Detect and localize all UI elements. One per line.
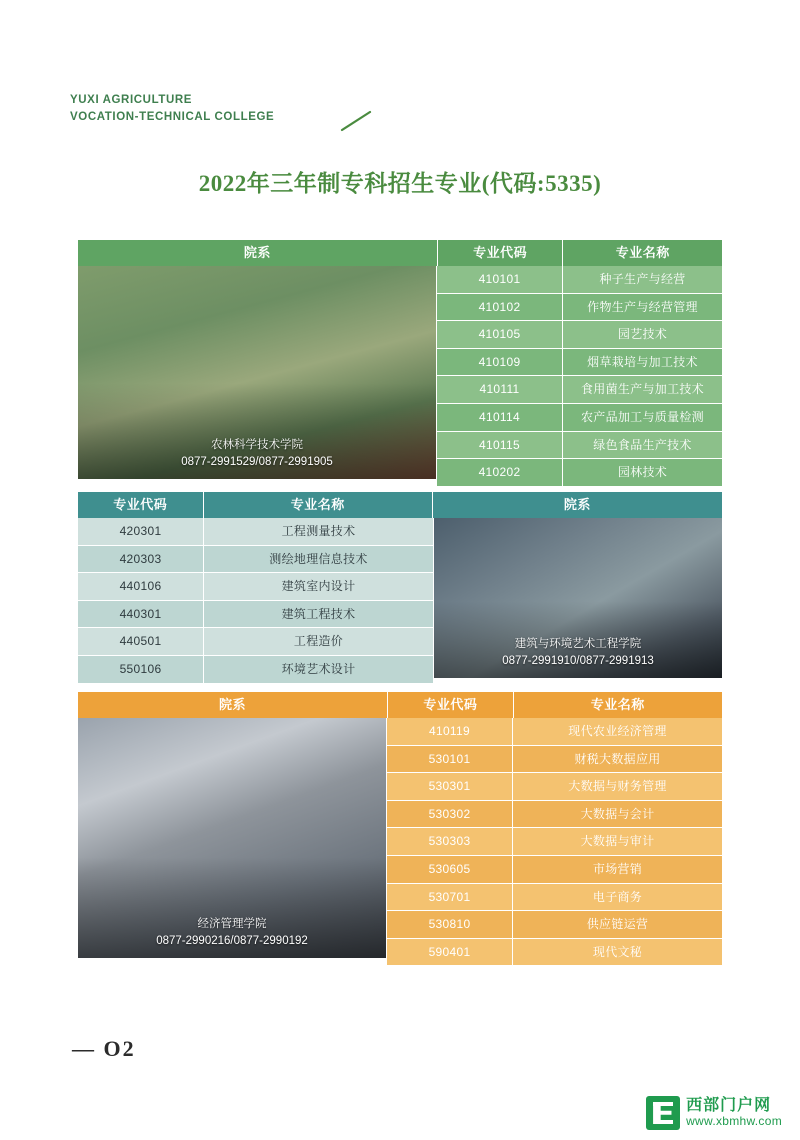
major-name: 绿色食品生产技术: [563, 432, 722, 460]
code-column-architecture: [78, 518, 204, 684]
major-code: 440301: [78, 601, 204, 629]
dept-name-agriculture: 农林科学技术学院: [211, 438, 303, 451]
section-architecture: [78, 492, 722, 684]
brand-line-2: VOCATION-TECHNICAL COLLEGE: [70, 110, 275, 123]
section-economics: [78, 692, 722, 966]
watermark-logo-icon: [646, 1096, 680, 1130]
table-header-row: [78, 692, 722, 718]
major-code: 530605: [387, 856, 513, 884]
major-code: 410111: [437, 376, 563, 404]
table-header-row: [78, 492, 722, 518]
code-column-economics: [387, 718, 513, 966]
header-code: 专业代码: [388, 692, 514, 718]
section-agriculture: [78, 240, 722, 487]
major-name: 建筑室内设计: [204, 573, 434, 601]
major-name: 现代文秘: [513, 939, 722, 967]
major-code: 530810: [387, 911, 513, 939]
major-code: 410119: [387, 718, 513, 746]
swoosh-icon: [340, 110, 376, 132]
major-code: 420303: [78, 546, 204, 574]
dept-photo-architecture: [434, 518, 722, 678]
major-name: 财税大数据应用: [513, 746, 722, 774]
major-code: 410101: [437, 266, 563, 294]
dept-name-economics: 经济管理学院: [197, 917, 267, 930]
major-code: 410105: [437, 321, 563, 349]
page-number: — O2: [72, 1036, 136, 1061]
major-name: 食用菌生产与加工技术: [563, 376, 722, 404]
major-code: 410114: [437, 404, 563, 432]
major-code: 550106: [78, 656, 204, 684]
major-name: 环境艺术设计: [204, 656, 434, 684]
major-name: 建筑工程技术: [204, 601, 434, 629]
header-name: 专业名称: [514, 692, 722, 718]
header-dept: 院系: [433, 492, 722, 518]
major-code: 530301: [387, 773, 513, 801]
major-name: 作物生产与经营管理: [563, 294, 722, 322]
major-name: 市场营销: [513, 856, 722, 884]
major-code: 410202: [437, 459, 563, 487]
major-code: 410115: [437, 432, 563, 460]
major-code: 420301: [78, 518, 204, 546]
major-name: 大数据与会计: [513, 801, 722, 829]
major-code: 530701: [387, 884, 513, 912]
major-name: 工程测量技术: [204, 518, 434, 546]
major-code: 530101: [387, 746, 513, 774]
major-code: 410102: [437, 294, 563, 322]
name-column-architecture: [204, 518, 434, 684]
header-code: 专业代码: [78, 492, 204, 518]
dept-photo-economics: [78, 718, 387, 958]
major-name: 现代农业经济管理: [513, 718, 722, 746]
dept-phone-agriculture: 0877-2991529/0877-2991905: [181, 455, 333, 468]
watermark: [646, 1096, 782, 1130]
name-column-agriculture: [563, 266, 722, 487]
major-code: 530302: [387, 801, 513, 829]
major-name: 园林技术: [563, 459, 722, 487]
major-code: 440501: [78, 628, 204, 656]
watermark-site-name: 西部门户网: [686, 1096, 772, 1114]
major-name: 农产品加工与质量检测: [563, 404, 722, 432]
major-name: 工程造价: [204, 628, 434, 656]
major-name: 大数据与财务管理: [513, 773, 722, 801]
major-name: 园艺技术: [563, 321, 722, 349]
major-name: 烟草栽培与加工技术: [563, 349, 722, 377]
header-name: 专业名称: [563, 240, 722, 266]
major-code: 590401: [387, 939, 513, 967]
major-name: 供应链运营: [513, 911, 722, 939]
dept-phone-architecture: 0877-2991910/0877-2991913: [502, 654, 654, 667]
major-code: 410109: [437, 349, 563, 377]
header-name: 专业名称: [204, 492, 433, 518]
major-name: 种子生产与经营: [563, 266, 722, 294]
major-name: 大数据与审计: [513, 828, 722, 856]
major-code: 440106: [78, 573, 204, 601]
watermark-url: www.xbmhw.com: [686, 1114, 782, 1129]
major-name: 测绘地理信息技术: [204, 546, 434, 574]
table-header-row: [78, 240, 722, 266]
name-column-economics: [513, 718, 722, 966]
dept-photo-agriculture: [78, 266, 437, 479]
header-dept: 院系: [78, 692, 388, 718]
code-column-agriculture: [437, 266, 563, 487]
dept-phone-economics: 0877-2990216/0877-2990192: [156, 934, 308, 947]
page-title: 2022年三年制专科招生专业(代码:5335): [198, 171, 602, 196]
major-code: 530303: [387, 828, 513, 856]
college-brand: [70, 92, 274, 125]
major-name: 电子商务: [513, 884, 722, 912]
header-code: 专业代码: [438, 240, 564, 266]
header-dept: 院系: [78, 240, 438, 266]
dept-name-architecture: 建筑与环境艺术工程学院: [514, 637, 642, 650]
brand-line-1: YUXI AGRICULTURE: [70, 94, 193, 106]
